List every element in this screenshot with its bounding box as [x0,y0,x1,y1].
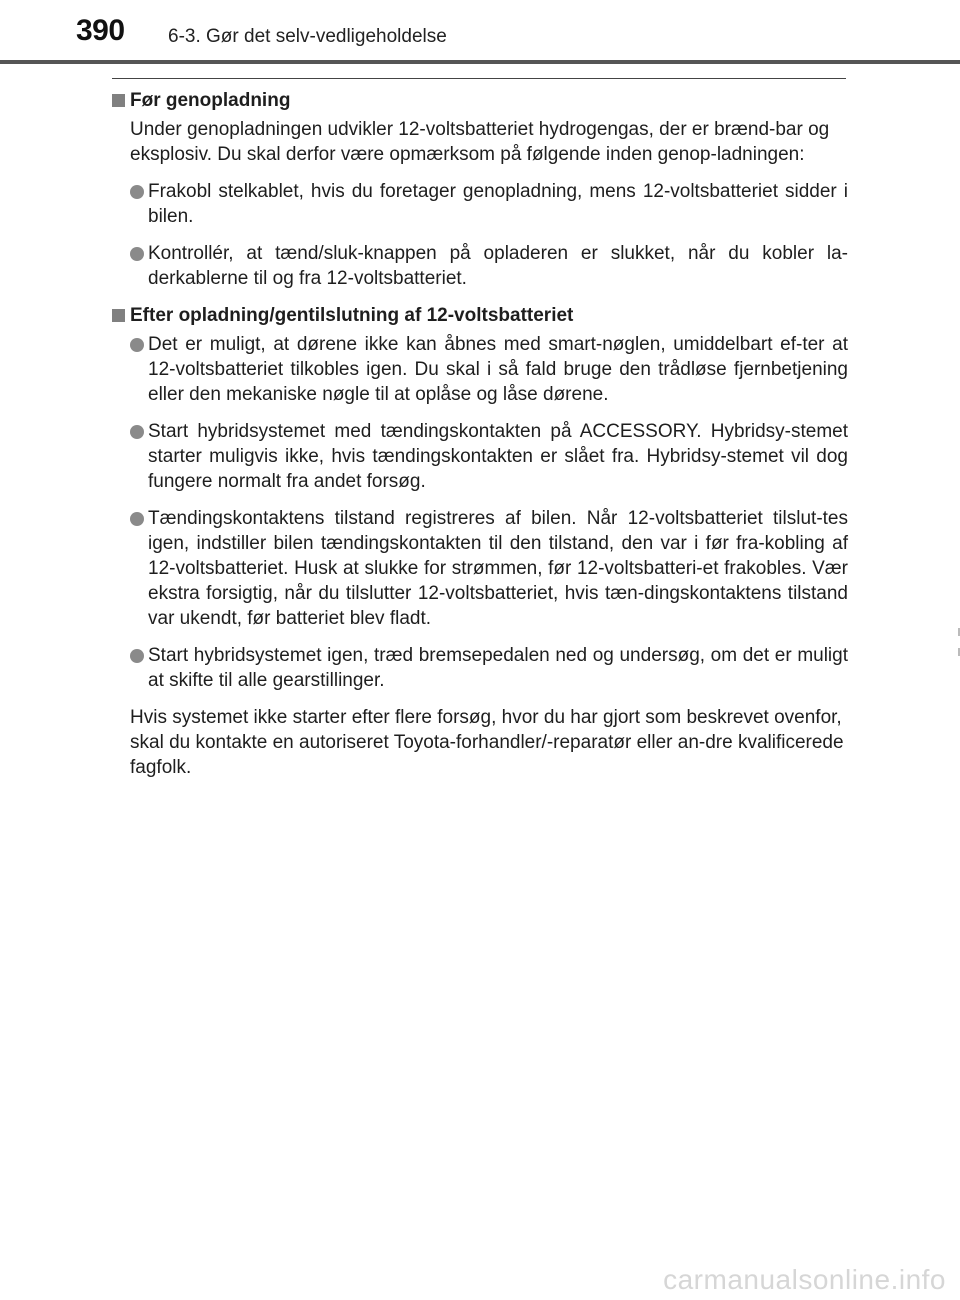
round-bullet-icon [130,649,144,663]
list-item-text: Kontrollér, at tænd/sluk-knappen på opladeren er slukket, når du kobler la-derkablerne til og fra 12-voltsbatteriet. [148,243,848,289]
square-bullet-icon [112,309,125,322]
list-item [112,179,848,229]
list-item-text: Tændingskontaktens tilstand registreres af bilen. Når 12-voltsbatteriet tilslut-tes igen, indstiller bilen tændingskontakten til den tilstand, den var i før fra-kobling af 12-voltsbatteriet. Husk at slukke for strømmen, før 12-voltsbatteri-et frakobles. Vær ekstra forsigtig, når du tilslutter 12-voltsbatteriet, hvis tæn-dingskontaktens tilstand var ukendt, før batteriet blev fladt. [148,508,848,629]
page-number: 390 [76,14,125,47]
list-item [112,241,848,291]
list-item [112,506,848,631]
list-item-text: Start hybridsystemet med tændingskontakten på ACCESSORY. Hybridsy-stemet starter muligvis ikke, hvis tændingskontakten er slået fra. Hybridsy-stemet vil dog fungere normalt fra andet forsøg. [148,421,848,492]
header-rule [0,60,960,64]
round-bullet-icon [130,247,144,261]
round-bullet-icon [130,185,144,199]
page-header [0,0,960,64]
list-item-text: Frakobl stelkablet, hvis du foretager genopladning, mens 12-voltsbatteriet sidder i bilen. [148,181,848,227]
heading-text: Før genopladning [130,90,291,111]
square-bullet-icon [112,94,125,107]
page-content [112,88,848,792]
list-item-text: Det er muligt, at dørene ikke kan åbnes med smart-nøglen, umiddelbart ef-ter at 12-voltsbatteriet tilkobles igen. Du skal i så fald bruge den trådløse fjernbetjening eller den mekaniske nøgle til at oplåse og låse dørene. [148,334,848,405]
section-intro-paragraph: Under genopladningen udvikler 12-voltsbatteriet hydrogengas, der er brænd-bar og eksplosiv. Du skal derfor være opmærksom på følgende inden genop-ladningen: [130,119,830,165]
round-bullet-icon [130,512,144,526]
list-item [112,332,848,407]
round-bullet-icon [130,425,144,439]
list-item-text: Start hybridsystemet igen, træd bremsepedalen ned og undersøg, om det er muligt at skifte til alle gearstillinger. [148,645,848,691]
section-heading-before-charging [112,88,848,113]
section-heading-after-charging [112,303,848,328]
list-item [112,643,848,693]
section-divider [112,78,846,79]
closing-paragraph: Hvis systemet ikke starter efter flere forsøg, hvor du har gjort som beskrevet ovenfor, skal du kontakte en autoriseret Toyota-forhandler/-reparatør eller an-dre kvalificerede fagfolk. [130,707,844,778]
watermark: carmanualsonline.info [663,1264,946,1295]
list-item [112,419,848,494]
chapter-title: 6-3. Gør det selv-vedligeholdelse [168,26,447,47]
heading-text: Efter opladning/gentilslutning af 12-voltsbatteriet [130,305,574,326]
round-bullet-icon [130,338,144,352]
